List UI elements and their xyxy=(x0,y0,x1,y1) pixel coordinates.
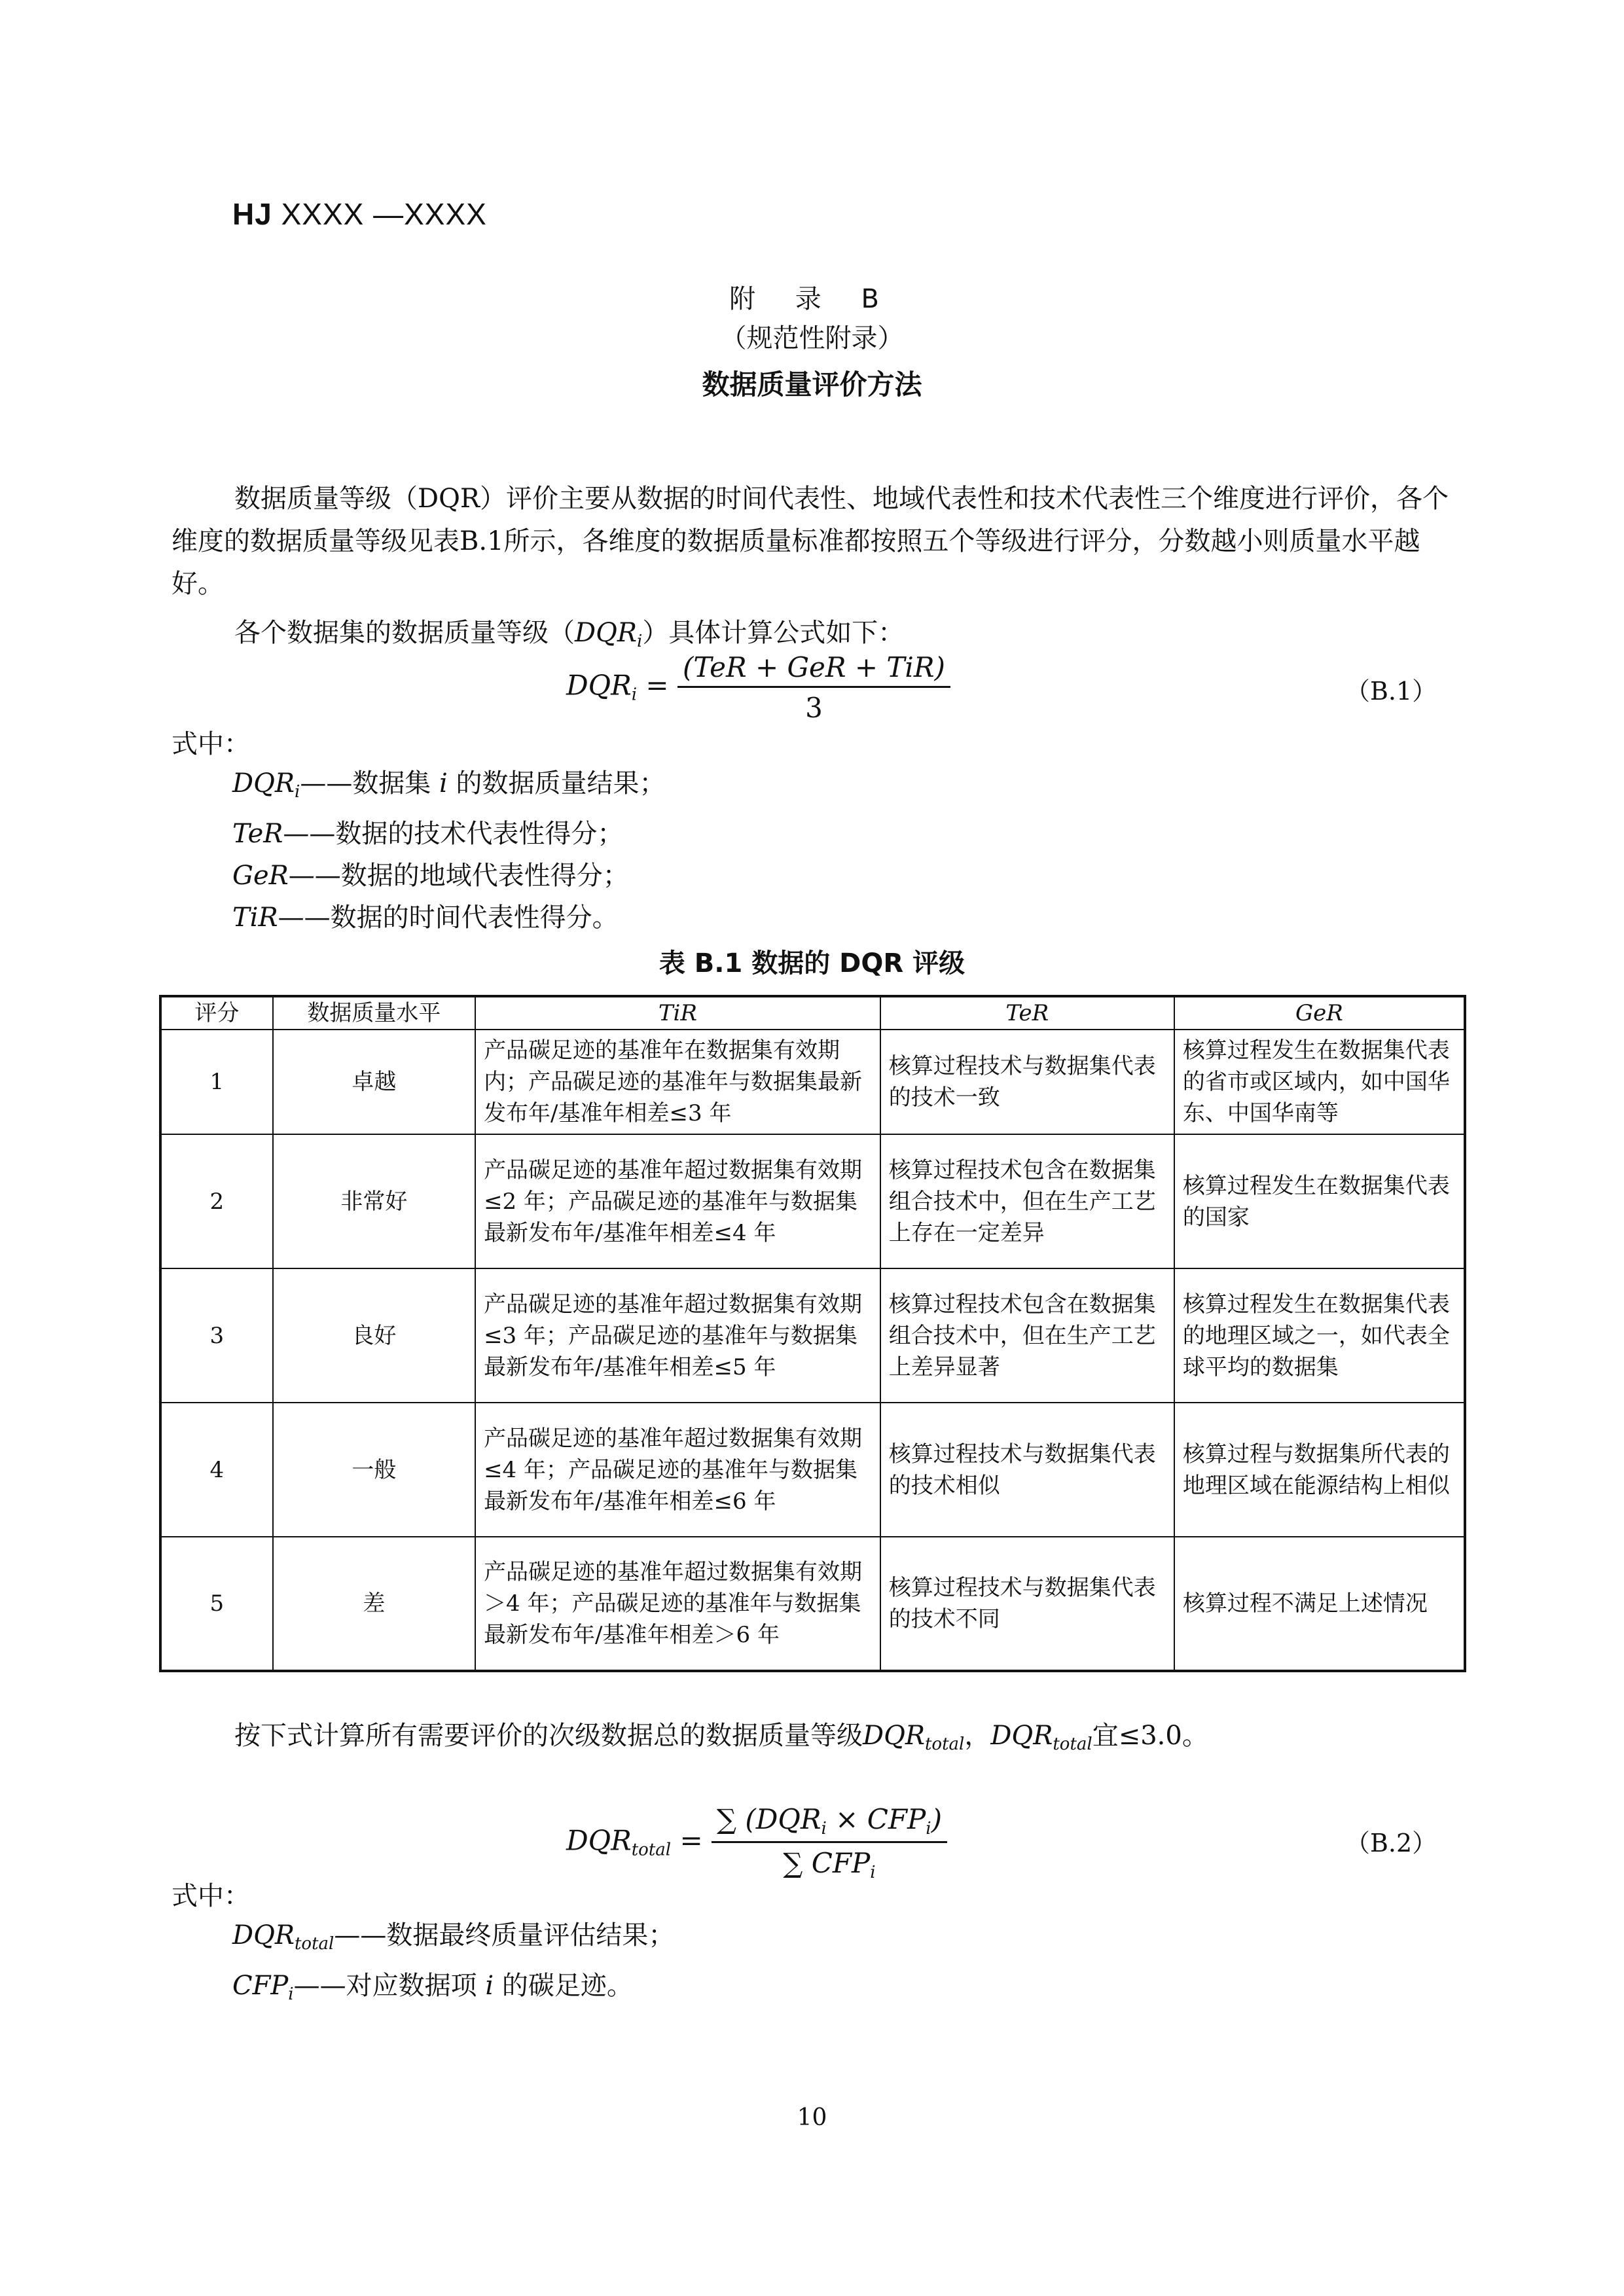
where-label-2: 式中： xyxy=(171,1881,250,1911)
total-dqr-symbol-2: DQR xyxy=(990,1721,1053,1751)
formula-b1-fraction xyxy=(677,651,950,724)
formula-b1-equals: = xyxy=(645,669,669,702)
cell-tir: 产品碳足迹的基准年超过数据集有效期≤3 年；产品碳足迹的基准年与数据集最新发布年/基准年相差≤5 年 xyxy=(475,1268,880,1403)
cell-ter: 核算过程技术与数据集代表的技术不同 xyxy=(880,1537,1174,1671)
formula-b2-equals: = xyxy=(679,1824,703,1857)
total-dqr-pre: 按下式计算所有需要评价的次级数据总的数据质量等级 xyxy=(234,1721,863,1751)
formula-b1 xyxy=(566,651,950,724)
formula-intro-subscript: i xyxy=(636,632,643,651)
appendix-title: 数据质量评价方法 xyxy=(702,368,922,401)
cell-ter: 核算过程技术与数据集代表的技术相似 xyxy=(880,1403,1174,1537)
where-item: $DQR_{total}——$数据最终质量评估结果； xyxy=(232,1920,675,1954)
formula-intro-post: ）具体计算公式如下： xyxy=(642,618,905,648)
table-row xyxy=(160,1537,1465,1671)
cell-tir: 产品碳足迹的基准年超过数据集有效期＞4 年；产品碳足迹的基准年与数据集最新发布年/基准年相差＞6 年 xyxy=(475,1537,880,1671)
formula-b1-denominator: 3 xyxy=(805,692,823,724)
cell-tir: 产品碳足迹的基准年超过数据集有效期≤2 年；产品碳足迹的基准年与数据集最新发布年/基准年相差≤4 年 xyxy=(475,1134,880,1268)
formula-b2-fraction xyxy=(712,1803,947,1882)
cell-score: 3 xyxy=(160,1268,273,1403)
appendix-kind: （规范性附录） xyxy=(720,323,904,353)
table-caption: 表 B.1 数据的 DQR 评级 xyxy=(659,948,965,978)
total-dqr-paragraph xyxy=(171,1715,1458,1766)
cell-ter: 核算过程技术包含在数据集组合技术中，但在生产工艺上存在一定差异 xyxy=(880,1134,1174,1268)
formula-b2-lhs: DQR xyxy=(566,1824,632,1857)
total-dqr-subscript-1: total xyxy=(924,1734,965,1754)
formula-b2-lhs-subscript: total xyxy=(631,1840,672,1860)
where-item: GeR——数据的地域代表性得分； xyxy=(232,861,629,891)
cell-ger: 核算过程发生在数据集代表的省市或区域内，如中国华东、中国华南等 xyxy=(1174,1030,1465,1134)
formula-b2-denominator: ∑ $CFP_i$ xyxy=(783,1847,876,1882)
document-code-prefix: HJ xyxy=(232,197,272,231)
appendix-label: 附 录 B xyxy=(729,284,895,314)
column-header-quality-level: 数据质量水平 xyxy=(273,996,475,1030)
formula-b2-number: （B.2） xyxy=(1345,1829,1437,1857)
cell-quality-level: 卓越 xyxy=(273,1030,475,1134)
cell-tir: 产品碳足迹的基准年在数据集有效期内；产品碳足迹的基准年与数据集最新发布年/基准年相差≤3 年 xyxy=(475,1030,880,1134)
document-code-number: XXXX —XXXX xyxy=(281,197,487,231)
where-item: $DQR_i——$数据集 i 的数据质量结果； xyxy=(232,768,666,802)
column-header-ger: GeR xyxy=(1174,996,1465,1030)
total-dqr-post: 宜≤3.0。 xyxy=(1092,1721,1208,1751)
formula-b1-lhs-subscript: i xyxy=(631,685,638,705)
table-row xyxy=(160,1030,1465,1134)
cell-quality-level: 非常好 xyxy=(273,1134,475,1268)
cell-quality-level: 一般 xyxy=(273,1403,475,1537)
cell-score: 1 xyxy=(160,1030,273,1134)
formula-intro-symbol: DQR xyxy=(575,618,637,648)
where-list-2 xyxy=(232,1914,674,2015)
column-header-tir: TiR xyxy=(475,996,880,1030)
table-row xyxy=(160,1268,1465,1403)
total-dqr-symbol-1: DQR xyxy=(863,1721,925,1751)
where-item: TeR——数据的技术代表性得分； xyxy=(232,819,624,849)
cell-ger: 核算过程发生在数据集代表的地理区域之一，如代表全球平均的数据集 xyxy=(1174,1268,1465,1403)
where-label-1: 式中： xyxy=(171,729,250,759)
cell-ger: 核算过程不满足上述情况 xyxy=(1174,1537,1465,1671)
formula-b1-number: （B.1） xyxy=(1345,677,1437,706)
cell-ter: 核算过程技术与数据集代表的技术一致 xyxy=(880,1030,1174,1134)
total-dqr-subscript-2: total xyxy=(1053,1734,1092,1754)
column-header-score: 评分 xyxy=(160,996,273,1030)
cell-ger: 核算过程与数据集所代表的地理区域在能源结构上相似 xyxy=(1174,1403,1465,1537)
dqr-rating-table xyxy=(159,995,1466,1672)
page-number: 10 xyxy=(797,2104,827,2131)
table-row xyxy=(160,1134,1465,1268)
cell-tir: 产品碳足迹的基准年超过数据集有效期≤4 年；产品碳足迹的基准年与数据集最新发布年/基准年相差≤6 年 xyxy=(475,1403,880,1537)
formula-intro-pre: 各个数据集的数据质量等级（ xyxy=(234,618,575,648)
intro-paragraph: 数据质量等级（DQR）评价主要从数据的时间代表性、地域代表性和技术代表性三个维度进行评价，各个维度的数据质量等级见表B.1所示，各维度的数据质量标准都按照五个等级进行评分，分数越小则质量水平越好。 xyxy=(171,484,1449,599)
cell-score: 2 xyxy=(160,1134,273,1268)
cell-score: 4 xyxy=(160,1403,273,1537)
where-list-1 xyxy=(232,762,666,939)
table-header-row xyxy=(160,996,1465,1030)
formula-b2-numerator: ∑ $(DQR_i \times CFP_i)$ xyxy=(712,1803,947,1843)
where-item: TiR——数据的时间代表性得分。 xyxy=(232,903,619,933)
total-dqr-mid: ， xyxy=(964,1721,991,1751)
formula-b2 xyxy=(566,1803,947,1882)
cell-ter: 核算过程技术包含在数据集组合技术中，但在生产工艺上差异显著 xyxy=(880,1268,1174,1403)
formula-b1-numerator: (TeR + GeR + TiR) xyxy=(677,651,950,688)
column-header-ter: TeR xyxy=(880,996,1174,1030)
cell-ger: 核算过程发生在数据集代表的国家 xyxy=(1174,1134,1465,1268)
formula-b1-lhs: DQR xyxy=(566,669,632,702)
document-code xyxy=(232,196,487,232)
table-row xyxy=(160,1403,1465,1537)
cell-score: 5 xyxy=(160,1537,273,1671)
where-item: $CFP_i——$对应数据项 i 的碳足迹。 xyxy=(232,1971,633,2004)
cell-quality-level: 差 xyxy=(273,1537,475,1671)
cell-quality-level: 良好 xyxy=(273,1268,475,1403)
